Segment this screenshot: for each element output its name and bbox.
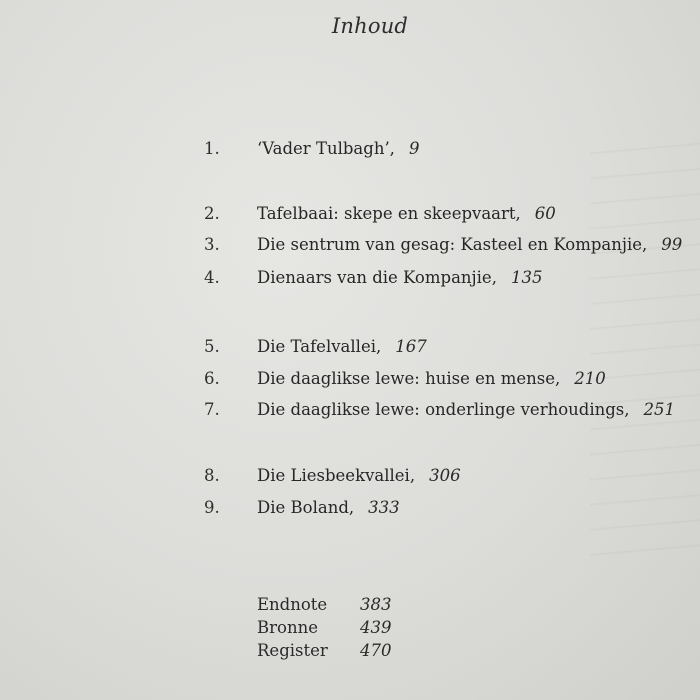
toc-entry-1 bbox=[204, 139, 419, 163]
chapter-title: Dienaars van die Kompanjie, bbox=[257, 268, 497, 287]
toc-entry-8 bbox=[204, 466, 461, 490]
chapter-page: 306 bbox=[429, 466, 461, 485]
back-matter-page: 470 bbox=[360, 641, 392, 660]
chapter-title: Die daaglikse lewe: huise en mense, bbox=[257, 369, 561, 388]
toc-entry-7 bbox=[204, 400, 675, 424]
chapter-number: 8. bbox=[204, 466, 220, 485]
chapter-number: 3. bbox=[204, 235, 220, 254]
chapter-page: 210 bbox=[574, 369, 606, 388]
chapter-number: 6. bbox=[204, 369, 220, 388]
toc-entry-6 bbox=[204, 369, 606, 393]
chapter-title: Die sentrum van gesag: Kasteel en Kompanjie, bbox=[257, 235, 648, 254]
chapter-number: 4. bbox=[204, 268, 220, 287]
chapter-title: Tafelbaai: skepe en skeepvaart, bbox=[257, 204, 521, 223]
back-matter-label: Bronne bbox=[257, 618, 318, 637]
toc-entry-4 bbox=[204, 268, 542, 292]
chapter-title: ‘Vader Tulbagh’, bbox=[257, 139, 395, 158]
back-matter-page: 439 bbox=[360, 618, 392, 637]
toc-entry-3 bbox=[204, 235, 682, 259]
back-matter-page: 383 bbox=[360, 595, 392, 614]
chapter-page: 167 bbox=[395, 337, 427, 356]
chapter-number: 7. bbox=[204, 400, 220, 419]
toc-entry-2 bbox=[204, 204, 556, 228]
chapter-title: Die Liesbeekvallei, bbox=[257, 466, 416, 485]
chapter-page: 99 bbox=[661, 235, 683, 254]
chapter-title: Die Boland, bbox=[257, 498, 355, 517]
back-matter-endnote bbox=[257, 595, 392, 617]
chapter-page: 135 bbox=[510, 268, 543, 287]
back-matter-label: Endnote bbox=[257, 595, 328, 614]
back-matter-label: Register bbox=[257, 641, 328, 660]
chapter-title: Die Tafelvallei, bbox=[257, 337, 382, 356]
toc-entry-5 bbox=[204, 337, 427, 361]
chapter-page: 251 bbox=[643, 400, 676, 419]
toc-entry-9 bbox=[204, 498, 400, 522]
page-title: Inhoud bbox=[331, 14, 409, 38]
chapter-number: 1. bbox=[204, 139, 220, 158]
chapter-page: 333 bbox=[368, 498, 400, 517]
chapter-page: 60 bbox=[534, 204, 556, 223]
chapter-number: 2. bbox=[204, 204, 220, 223]
chapter-number: 9. bbox=[204, 498, 220, 517]
back-matter-register bbox=[257, 641, 392, 663]
chapter-title: Die daaglikse lewe: onderlinge verhoudings, bbox=[257, 400, 630, 419]
chapter-page: 9 bbox=[408, 139, 420, 158]
chapter-number: 5. bbox=[204, 337, 220, 356]
back-matter-bronne bbox=[257, 618, 392, 640]
